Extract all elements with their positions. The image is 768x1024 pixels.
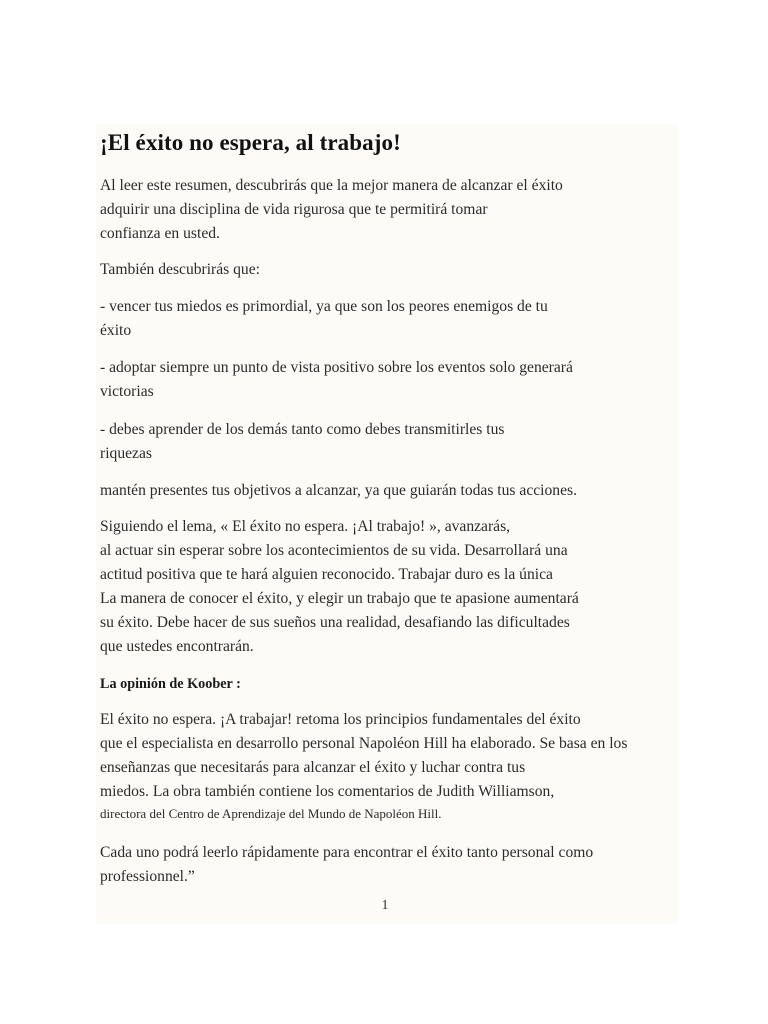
- motto-line: La manera de conocer el éxito, y elegir un trabajo que te apasione aumentará: [100, 590, 579, 607]
- bullet-line: éxito: [100, 322, 132, 339]
- motto-line: Siguiendo el lema, « El éxito no espera. ¡Al trabajo! », avanzarás,: [100, 518, 511, 535]
- motto-line: su éxito. Debe hacer de sus sueños una realidad, desafiando las dificultades: [100, 614, 570, 631]
- bullet-learn: [100, 418, 504, 466]
- bullet-line: riquezas: [100, 445, 152, 462]
- opinion-line: que el especialista en desarrollo personal Napoléon Hill ha elaborado. Se basa en los: [100, 735, 628, 752]
- intro-line: adquirir una disciplina de vida rigurosa que te permitirá tomar: [100, 201, 488, 218]
- document-title: ¡El éxito no espera, al trabajo!: [100, 130, 401, 155]
- intro-paragraph: [100, 174, 563, 246]
- objectives-paragraph: [100, 479, 577, 503]
- intro-line: Al leer este resumen, descubrirás que la mejor manera de alcanzar el éxito: [100, 177, 563, 194]
- bullet-positive: [100, 356, 573, 404]
- opinion-small-line: directora del Centro de Aprendizaje del Mundo de Napoléon Hill.: [100, 806, 442, 821]
- opinion-line: miedos. La obra también contiene los comentarios de Judith Williamson,: [100, 783, 555, 800]
- page-number: 1: [381, 898, 389, 913]
- motto-line: actitud positiva que te hará alguien reconocido. Trabajar duro es la única: [100, 566, 553, 583]
- motto-line: que ustedes encontrarán.: [100, 638, 254, 655]
- opinion-line: El éxito no espera. ¡A trabajar! retoma los principios fundamentales del éxito: [100, 711, 581, 728]
- objectives-line: mantén presentes tus objetivos a alcanzar, ya que guiarán todas tus acciones.: [100, 482, 577, 499]
- closing-line: professionnel.”: [100, 868, 195, 885]
- closing-line: Cada uno podrá leerlo rápidamente para encontrar el éxito tanto personal como: [100, 844, 594, 861]
- closing-paragraph: [100, 841, 593, 889]
- opinion-heading: La opinión de Koober :: [100, 676, 241, 692]
- bullet-fears: [100, 295, 548, 343]
- motto-line: al actuar sin esperar sobre los acontecimientos de su vida. Desarrollará una: [100, 542, 568, 559]
- also-discover-line: También descubrirás que:: [100, 261, 260, 278]
- bullet-line: - vencer tus miedos es primordial, ya que son los peores enemigos de tu: [100, 298, 548, 315]
- bullet-line: - adoptar siempre un punto de vista positivo sobre los eventos solo generará: [100, 359, 573, 376]
- opinion-paragraph: [100, 708, 627, 822]
- intro-line: confianza en usted.: [100, 225, 220, 242]
- bullet-line: - debes aprender de los demás tanto como debes transmitirles tus: [100, 421, 505, 438]
- also-discover-paragraph: [100, 258, 260, 282]
- motto-paragraph: [100, 515, 579, 659]
- opinion-line: enseñanzas que necesitarás para alcanzar el éxito y luchar contra tus: [100, 759, 526, 776]
- bullet-line: victorias: [100, 383, 154, 400]
